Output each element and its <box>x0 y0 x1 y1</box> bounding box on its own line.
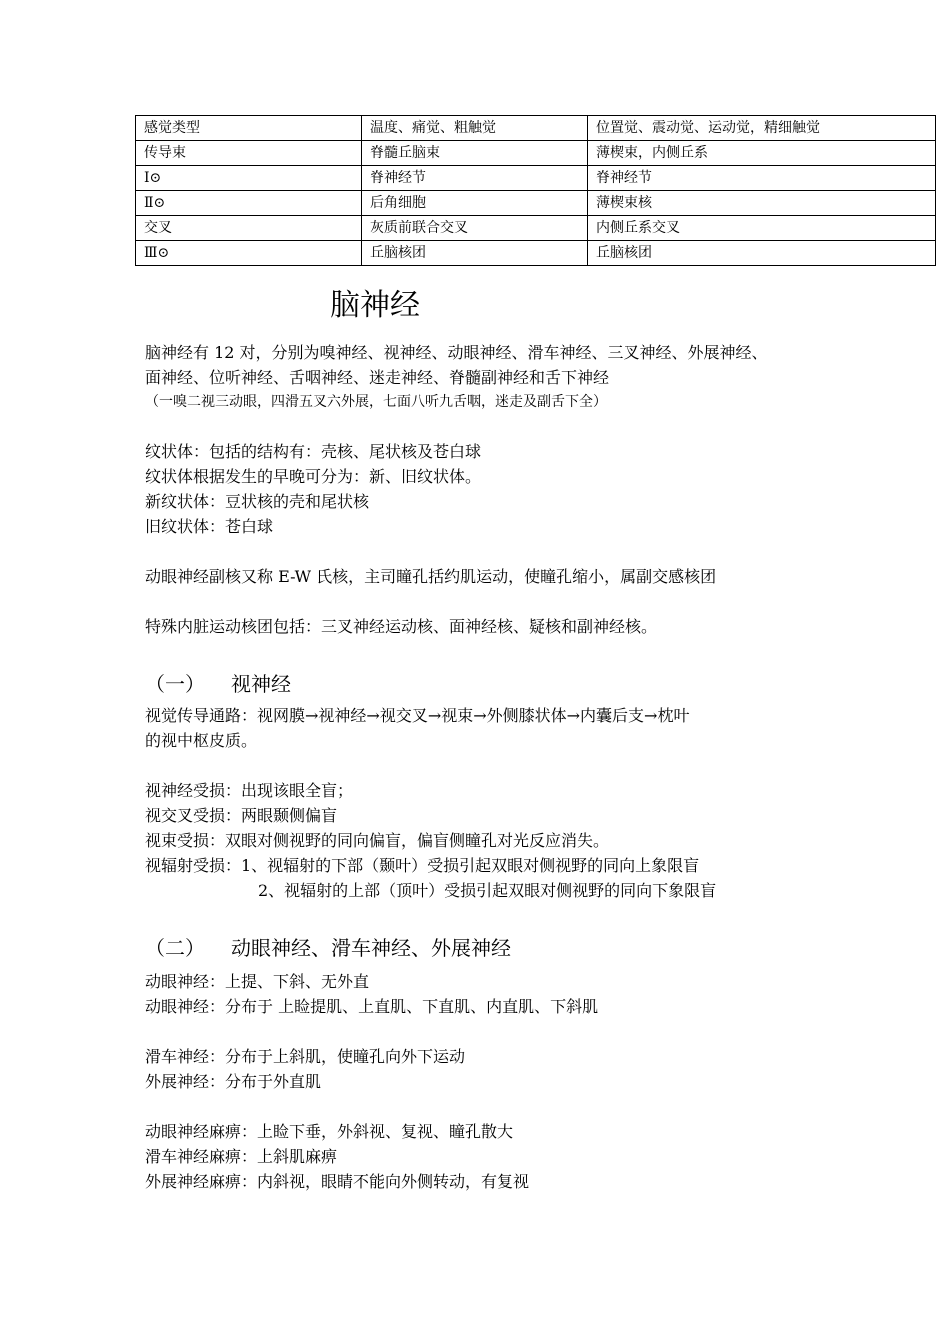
striatum-line: 纹状体根据发生的早晚可分为：新、旧纹状体。 <box>145 467 482 486</box>
table-cell: 丘脑核团 <box>362 241 588 266</box>
table-cell: Ⅲ⊙ <box>136 241 362 266</box>
table-cell: 传导束 <box>136 141 362 166</box>
document-body <box>145 340 935 1194</box>
table-row <box>136 241 936 266</box>
ew-nucleus-line: 动眼神经副核又称 E-W 氏核，主司瞳孔括约肌运动，使瞳孔缩小，属副交感核团 <box>145 567 717 586</box>
table-row <box>136 191 936 216</box>
mnemonic: （一嗅二视三动眼，四滑五叉六外展，七面八听九舌咽，迷走及副舌下全） <box>145 394 607 410</box>
palsy-line: 动眼神经麻痹：上睑下垂，外斜视、复视、瞳孔散大 <box>145 1122 514 1141</box>
table-cell: 脊髓丘脑束 <box>362 141 588 166</box>
table-cell: Ⅱ⊙ <box>136 191 362 216</box>
visceral-motor-line: 特殊内脏运动核团包括：三叉神经运动核、面神经核、疑核和副神经核。 <box>145 617 658 636</box>
striatum-line: 纹状体：包括的结构有：壳核、尾状核及苍白球 <box>145 442 482 461</box>
lesion-line: 视辐射受损：1、视辐射的下部（颞叶）受损引起双眼对侧视野的同向上象限盲 <box>145 856 700 875</box>
lesion-line: 2、视辐射的上部（顶叶）受损引起双眼对侧视野的同向下象限盲 <box>258 881 717 900</box>
table-row <box>136 116 936 141</box>
table-cell: 薄楔束核 <box>588 191 936 216</box>
visual-pathway-line: 视觉传导通路：视网膜→视神经→视交叉→视束→外侧膝状体→内囊后支→枕叶 <box>145 706 690 725</box>
section-title: 视神经 <box>231 672 291 696</box>
table-cell: 内侧丘系交叉 <box>588 216 936 241</box>
intro-line: 脑神经有 12 对，分别为嗅神经、视神经、动眼神经、滑车神经、三叉神经、外展神经、 <box>145 343 768 362</box>
table-cell: 灰质前联合交叉 <box>362 216 588 241</box>
intro-line: 面神经、位听神经、舌咽神经、迷走神经、脊髓副神经和舌下神经 <box>145 368 610 387</box>
table-cell: 薄楔束，内侧丘系 <box>588 141 936 166</box>
table-row <box>136 216 936 241</box>
palsy-line: 外展神经麻痹：内斜视，眼睛不能向外侧转动，有复视 <box>145 1172 530 1191</box>
table-cell: 位置觉、震动觉、运动觉，精细触觉 <box>588 116 936 141</box>
section-heading-oculomotor <box>145 933 935 963</box>
table-cell: Ⅰ⊙ <box>136 166 362 191</box>
page-title: 脑神经 <box>330 288 420 323</box>
table-body <box>136 116 936 266</box>
striatum-line: 新纹状体：豆状核的壳和尾状核 <box>145 492 370 511</box>
lesion-line: 视束受损：双眼对侧视野的同向偏盲，偏盲侧瞳孔对光反应消失。 <box>145 831 610 850</box>
sensory-pathway-table <box>135 115 936 266</box>
table-cell: 丘脑核团 <box>588 241 936 266</box>
table-row <box>136 141 936 166</box>
lesion-line: 视交叉受损：两眼颞侧偏盲 <box>145 806 338 825</box>
table-cell: 交叉 <box>136 216 362 241</box>
section-number: （一） <box>145 672 205 696</box>
table-cell: 脊神经节 <box>588 166 936 191</box>
table-cell: 感觉类型 <box>136 116 362 141</box>
abducens-line: 外展神经：分布于外直肌 <box>145 1072 322 1091</box>
section-heading-optic <box>145 669 935 699</box>
trochlear-line: 滑车神经：分布于上斜肌，使瞳孔向外下运动 <box>145 1047 466 1066</box>
oculomotor-line: 动眼神经：分布于 上睑提肌、上直肌、下直肌、内直肌、下斜肌 <box>145 997 599 1016</box>
table-cell: 脊神经节 <box>362 166 588 191</box>
table-cell: 后角细胞 <box>362 191 588 216</box>
table-row <box>136 166 936 191</box>
visual-pathway-line: 的视中枢皮质。 <box>145 731 258 750</box>
palsy-line: 滑车神经麻痹：上斜肌麻痹 <box>145 1147 338 1166</box>
striatum-line: 旧纹状体：苍白球 <box>145 517 274 536</box>
section-title: 动眼神经、滑车神经、外展神经 <box>231 936 511 960</box>
section-number: （二） <box>145 936 205 960</box>
oculomotor-line: 动眼神经：上提、下斜、无外直 <box>145 972 370 991</box>
table-cell: 温度、痛觉、粗触觉 <box>362 116 588 141</box>
lesion-line: 视神经受损：出现该眼全盲； <box>145 781 354 800</box>
